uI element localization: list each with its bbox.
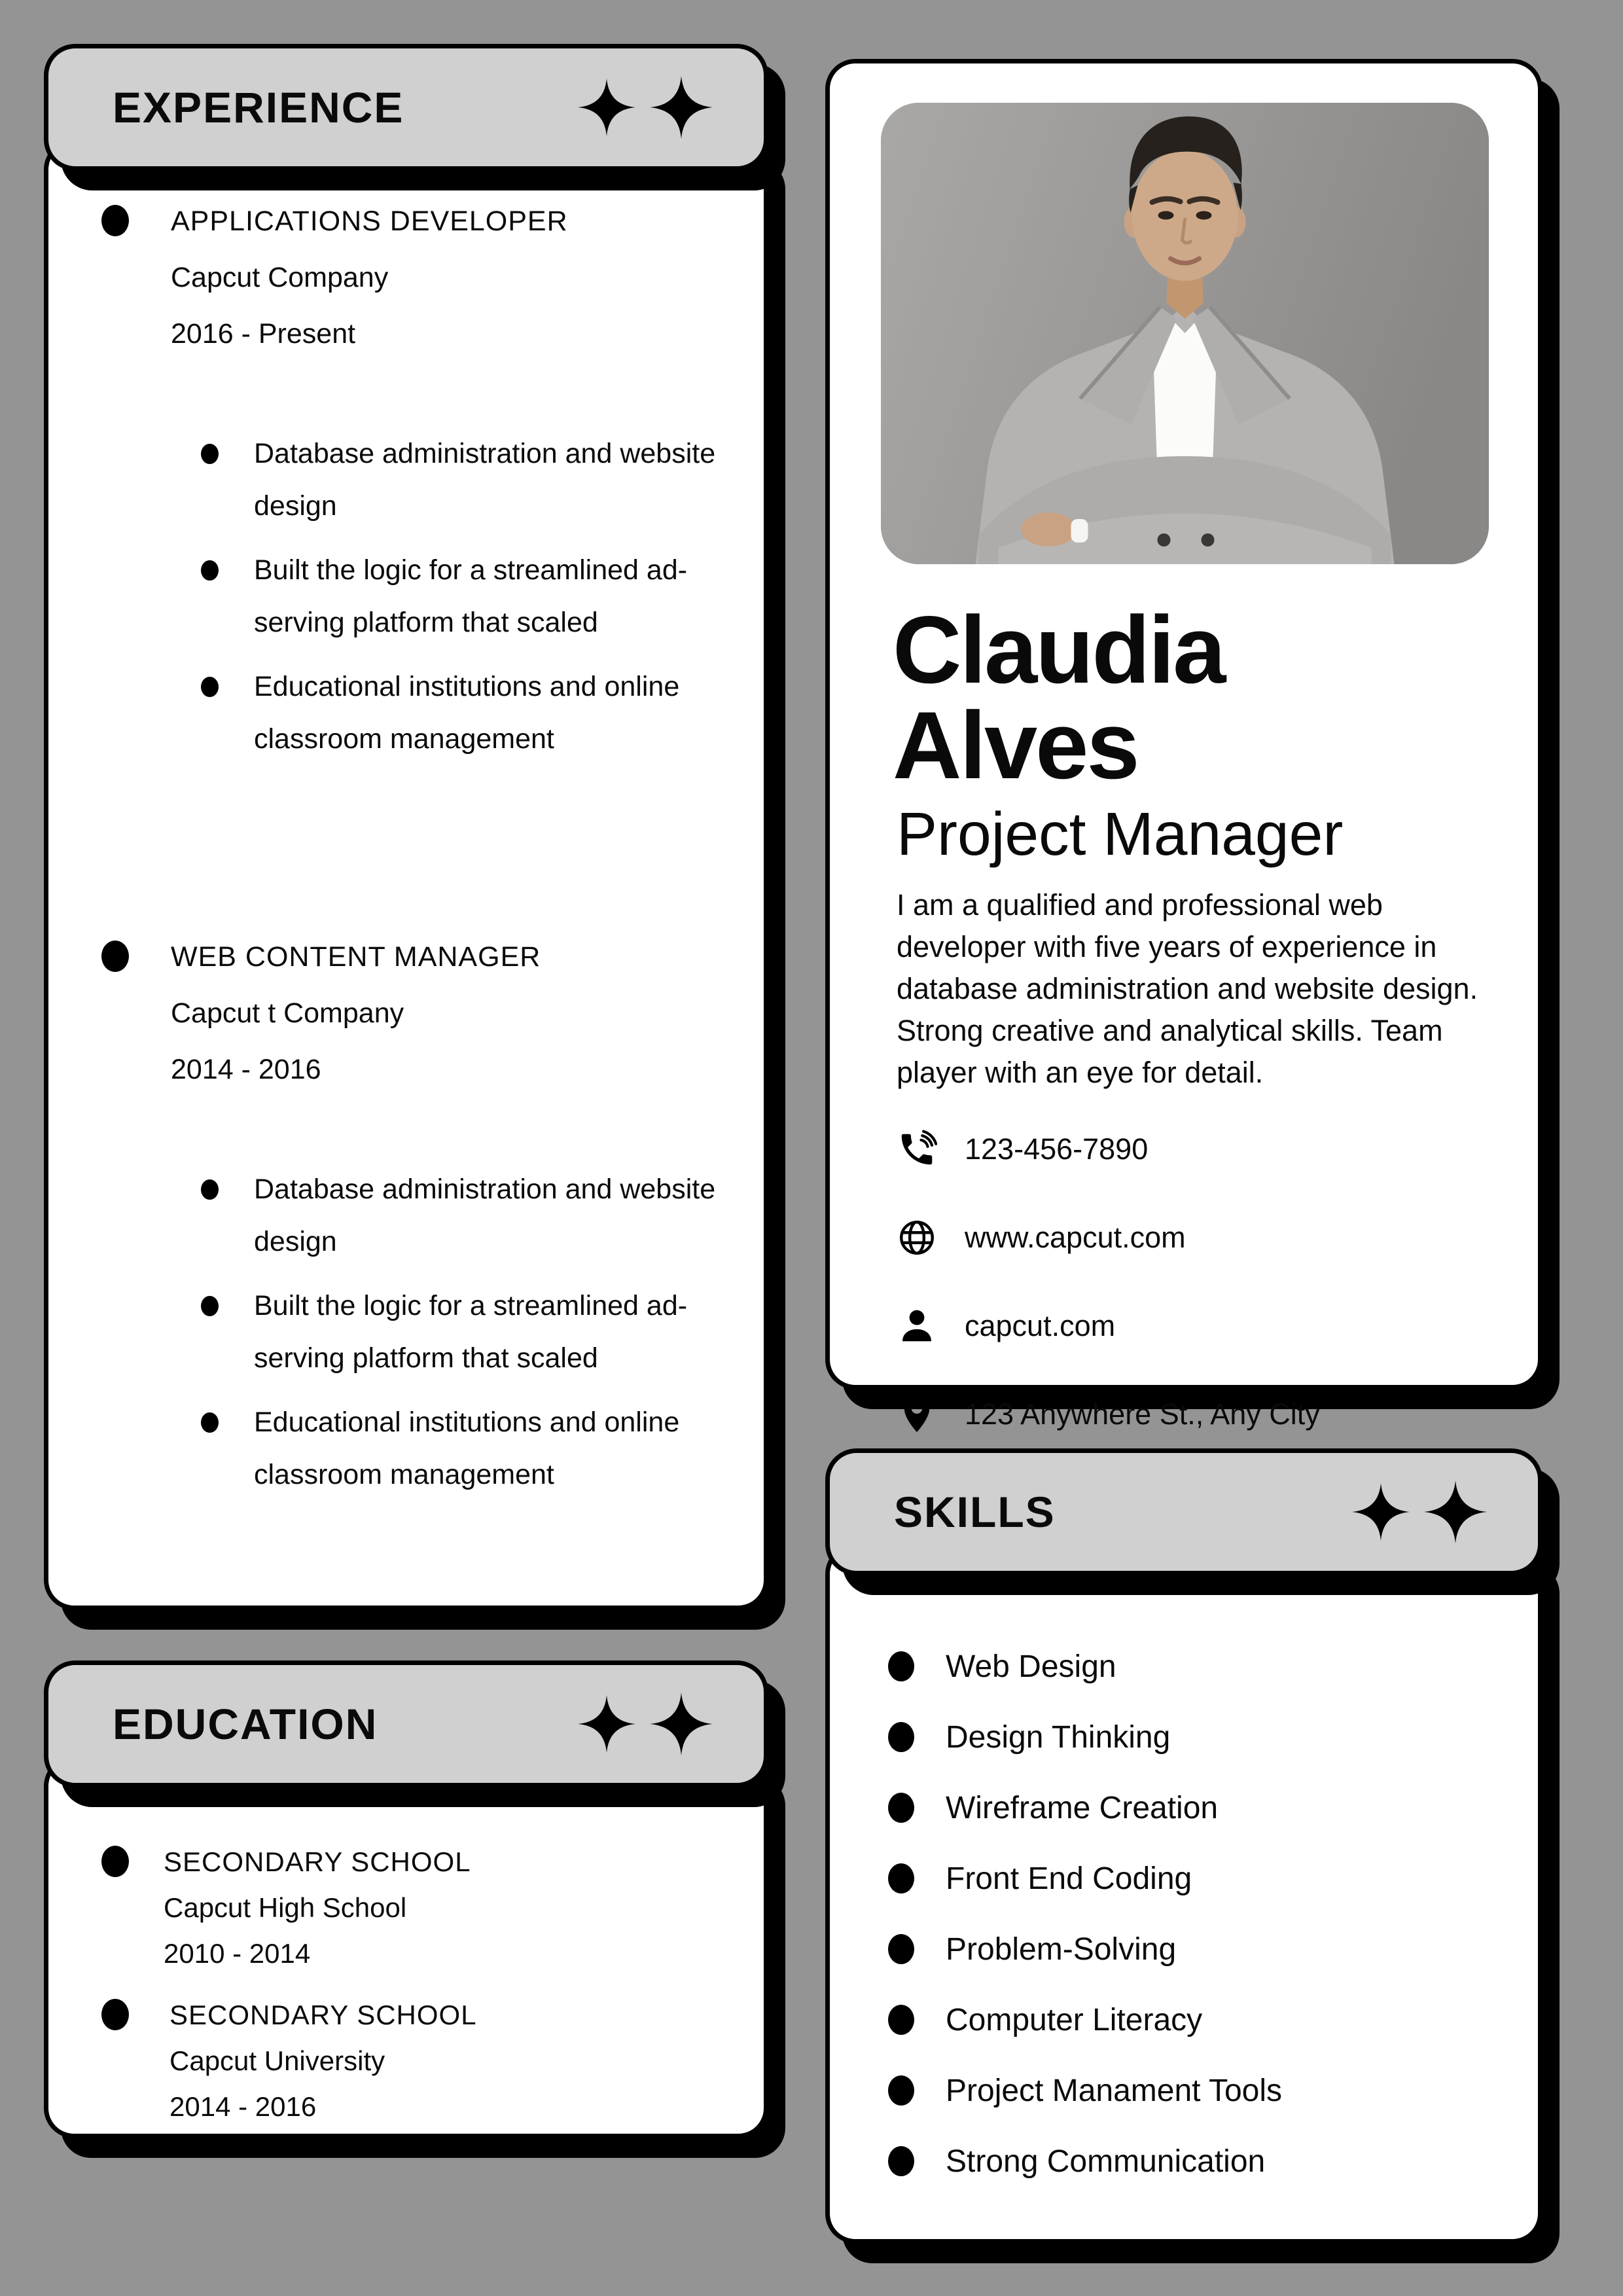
job-bullet: Educational institutions and online classroom management: [254, 1407, 680, 1490]
skill-item: [888, 2000, 1512, 2039]
job-role: WEB CONTENT MANAGER: [171, 941, 541, 973]
contact-value: capcut.com: [965, 1309, 1116, 1342]
bullet-dot: [888, 2075, 914, 2106]
bullet-dot: [888, 1722, 914, 1752]
education-card: [44, 1756, 768, 2138]
bullet-dot: [888, 1934, 914, 1964]
education-title: EDUCATION: [113, 1700, 378, 1748]
sparkle-icon: [1352, 1482, 1410, 1542]
job-bullet: Database administration and website design: [254, 1174, 716, 1257]
experience-job: [101, 929, 738, 1501]
education-item: [101, 1839, 738, 1977]
skill-label: Project Manament Tools: [946, 2073, 1283, 2108]
contact-value: 123-456-7890: [965, 1132, 1149, 1166]
contact-username: [897, 1304, 1489, 1348]
bullet-dot: [888, 1793, 914, 1823]
contact-website: [897, 1216, 1489, 1259]
globe-icon: [897, 1217, 937, 1258]
education-school: SECONDARY SCHOOL: [169, 2000, 477, 2030]
skills-header: [825, 1448, 1543, 1575]
education-school: SECONDARY SCHOOL: [164, 1846, 471, 1877]
portrait-illustration: [881, 103, 1489, 564]
person-role: Project Manager: [897, 800, 1344, 868]
bullet-dot: [101, 205, 129, 236]
bullet-dot: [101, 1999, 129, 2030]
skill-label: Front End Coding: [946, 1861, 1192, 1896]
experience-header: [44, 44, 768, 171]
bullet-dot: [888, 2005, 914, 2035]
bullet-dot: [201, 444, 219, 464]
location-icon: [897, 1394, 937, 1435]
bullet-dot: [101, 941, 129, 972]
skill-label: Computer Literacy: [946, 2002, 1203, 2037]
job-dates: 2016 - Present: [171, 318, 356, 350]
sparkle-icon: [650, 1691, 713, 1757]
list-item: [201, 1396, 738, 1501]
skill-label: Web Design: [946, 1649, 1116, 1684]
skills-card: [825, 1544, 1543, 2244]
sparkle-group: [1352, 1479, 1487, 1545]
skill-item: [888, 2071, 1512, 2110]
list-item: [201, 427, 738, 532]
skill-item: [888, 1717, 1512, 1757]
job-role: APPLICATIONS DEVELOPER: [171, 206, 568, 237]
list-item: [201, 1280, 738, 1384]
education-name: Capcut University: [169, 2045, 385, 2076]
list-item: [201, 660, 738, 765]
bullet-dot: [888, 1863, 914, 1893]
skills-title: SKILLS: [894, 1488, 1056, 1536]
sparkle-group: [578, 1691, 713, 1757]
education-name: Capcut High School: [164, 1892, 407, 1923]
skill-item: [888, 1647, 1512, 1686]
right-column: [825, 59, 1543, 2244]
skill-item: [888, 1859, 1512, 1898]
experience-card: [44, 139, 768, 1610]
bullet-dot: [201, 677, 219, 697]
person-name: Claudia Alves: [893, 596, 1224, 798]
person-bio: I am a qualified and professional web developer with five years of experience in database administration and website design. Strong creative and analytical skills. Team player with an eye for detail.: [897, 888, 1478, 1089]
job-bullet: Built the logic for a streamlined ad-serving platform that scaled: [254, 1290, 688, 1374]
sparkle-icon: [1424, 1479, 1487, 1545]
contact-phone: [897, 1128, 1489, 1171]
sparkle-group: [578, 75, 713, 140]
job-dates: 2014 - 2016: [171, 1054, 321, 1085]
experience-job: [101, 193, 738, 765]
job-bullet: Built the logic for a streamlined ad-serving platform that scaled: [254, 554, 688, 638]
skill-label: Design Thinking: [946, 1719, 1171, 1755]
sparkle-icon: [578, 1694, 635, 1754]
person-icon: [897, 1306, 937, 1346]
sparkle-icon: [650, 75, 713, 140]
profile-photo: [881, 103, 1489, 564]
bullet-dot: [888, 2146, 914, 2176]
bullet-dot: [201, 1296, 219, 1316]
phone-icon: [897, 1129, 937, 1170]
contact-value: 123 Anywhere St., Any City: [965, 1397, 1320, 1431]
job-company: Capcut Company: [171, 262, 389, 293]
job-company: Capcut t Company: [171, 997, 404, 1029]
experience-title: EXPERIENCE: [113, 83, 404, 132]
left-column: [44, 44, 768, 2138]
profile-card: [825, 59, 1543, 1431]
list-item: [201, 1163, 738, 1268]
education-dates: 2014 - 2016: [169, 2091, 317, 2122]
education-header: [44, 1660, 768, 1787]
bullet-dot: [101, 1846, 129, 1877]
skill-item: [888, 1929, 1512, 1969]
education-item: [101, 1992, 738, 2130]
contact-value: www.capcut.com: [965, 1221, 1186, 1254]
skill-label: Strong Communication: [946, 2144, 1266, 2179]
contact-address: [897, 1393, 1489, 1436]
skill-item: [888, 2142, 1512, 2181]
bullet-dot: [201, 1179, 219, 1200]
bullet-dot: [201, 1412, 219, 1433]
skill-label: Problem-Solving: [946, 1931, 1177, 1967]
sparkle-icon: [578, 77, 635, 137]
skill-item: [888, 1788, 1512, 1827]
bullet-dot: [201, 560, 219, 581]
skill-label: Wireframe Creation: [946, 1790, 1219, 1825]
education-dates: 2010 - 2014: [164, 1938, 311, 1969]
contact-list: [897, 1128, 1489, 1436]
job-bullet: Educational institutions and online classroom management: [254, 671, 680, 755]
list-item: [201, 544, 738, 649]
job-bullet: Database administration and website design: [254, 438, 716, 522]
bullet-dot: [888, 1651, 914, 1681]
